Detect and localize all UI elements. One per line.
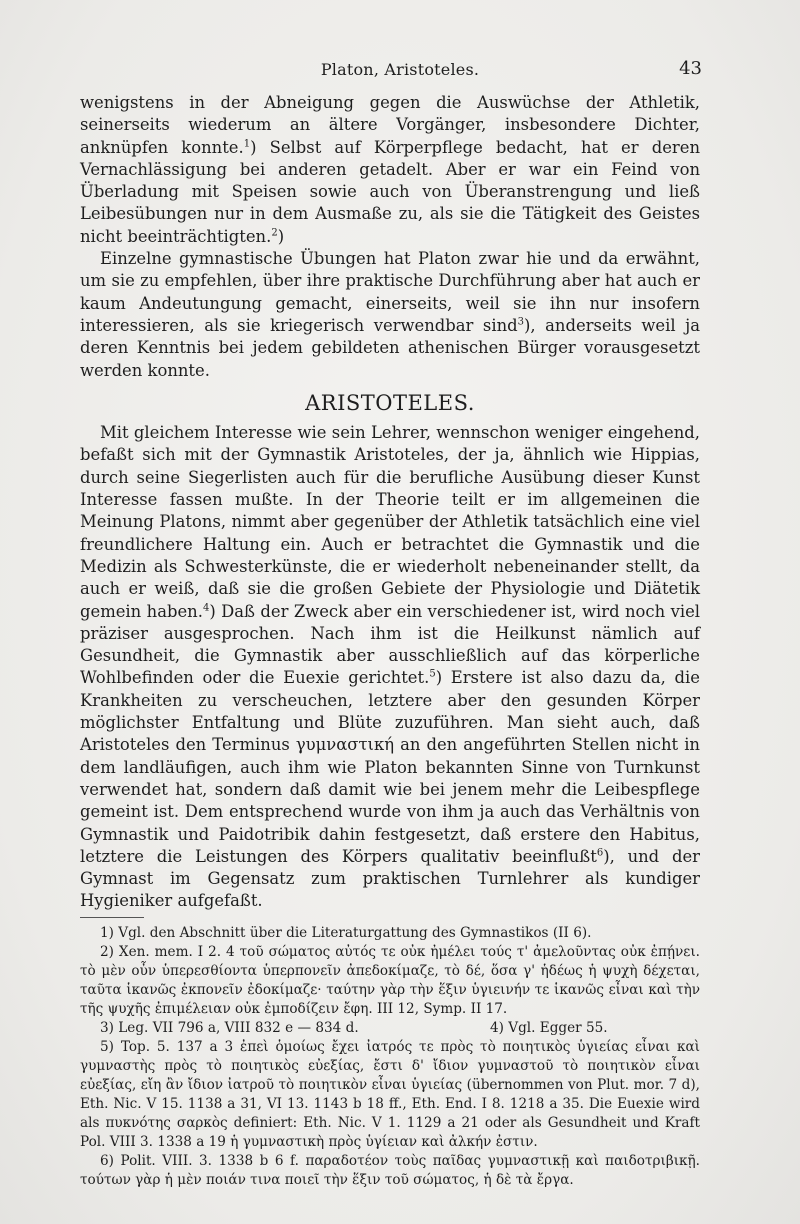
text-segment: Einzelne gymnastische Übungen hat Platon zwar hie und da erwähnt, um sie zu empfehlen, über ihre praktische Durchführung aber hat auch er kaum Andeutungung gemacht, einerseits, weil sie ihn nur insofern interessieren, als sie kriegerisch verwendbar sind: [80, 249, 700, 335]
footnote-ref-3: 3: [517, 316, 525, 328]
footnote-divider: [80, 917, 144, 918]
text-segment: ) Daß der Zweck aber ein verschiedener ist, wird noch viel präziser ausgesprochen. Nach ihm ist die Heilkunst nämlich auf Gesundheit, die Gymnastik aber ausschließlich auf das körperliche Wohlbefinden oder die Euexie gerichtet.: [80, 601, 701, 688]
footnote-5: 5) Top. 5. 137 a 3 ἐπεὶ ὁμοίως ἔχει ἰατρός τε πρὸς τὸ ποιητικὸς ὑγιείας εἶναι καὶ γυμναστὴς πρὸς τὸ ποιητικὸς εὐεξίας, ἔστι δ' ἴδιον γυμναστοῦ τὸ ποιητικὸν εἶναι εὐεξίας, εἴη ἂν ἴδιον ἰατροῦ τὸ ποιητικὸν εἶναι ὑγιείας (übernommen von Plut. mor. 7 d), Eth. Nic. V 15. 1138 a 31, VI 13. 1143 b 18 ff., Eth. End. I 8. 1218 a 35. Die Euexie wird als πυκνότης σαρκὸς definiert: Eth. Nic. V 1. 1129 a 21 oder als Gesundheit und Kraft Pol. VIII 3. 1338 a 19 ἡ γυμναστικὴ πρὸς ὑγίειαν καὶ ἀλκήν ἐστιν.: [80, 1038, 700, 1150]
text-segment: ), anderseits weil ja deren Kenntnis bei jedem gebildeten athenischen Bürger vorausgesetzt werden konnte.: [80, 315, 700, 380]
footnote-1: 1) Vgl. den Abschnitt über die Literaturgattung des Gymnastikos (II 6).: [100, 924, 592, 941]
footnote-ref-5: 5: [429, 668, 436, 680]
footnote-3: 3) Leg. VII 796 a, VIII 832 e — 834 d.: [100, 1019, 359, 1036]
paragraph-platon-exercises: [80, 248, 700, 382]
text-segment: Mit gleichem Interesse wie sein Lehrer, wennschon weniger eingehend, befaßt sich mit der Gymnastik Aristoteles, der ja, ähnlich wie Hippias, durch seine Siegerlisten auch für die berufliche Ausübung dieser Kunst Interesse fassen mußte. In der Theorie teilt er im allgemeinen die Meinung Platons, nimmt aber gegenüber der Athletik tatsächlich eine viel freundlichere Haltung ein. Auch er betrachtet die Gymnastik und die Medizin als Schwesterkünste, die er wiederholt nebeneinander stellt, da auch er weiß, daß sie die großen Gebiete der Physiologie und Diätetik gemein haben.: [80, 423, 700, 621]
footnote-4: 4) Vgl. Egger 55.: [490, 1019, 608, 1036]
text-segment: ) Erstere ist also dazu da, die Krankheiten zu verscheuchen, letztere aber den gesunden Körper möglichster Entfaltung und Blüte zuzuführen. Man sieht auch, daß Aristoteles den Terminus γυμναστική an den angeführten Stellen nicht in dem landläufigen, auch ihm wie Platon bekannten Sinne von Turnkunst verwendet hat, sondern daß damit wie bei jenem mehr die Leibespflege gemeint ist. Dem entsprechend wurde von ihm ja auch das Verhältnis von Gymnastik und Paidotribik dahin festgesetzt, daß erstere den Habitus, letztere die Leistungen des Körpers qualitativ beeinflußt: [80, 668, 700, 866]
footnote-2: 2) Xen. mem. I 2. 4 τοῦ σώματος αὐτός τε οὐκ ἠμέλει τούς τ' ἀμελοῦντας οὐκ ἐπῄνει. τὸ μὲν οὖν ὑπερεσθίοντα ὑπερπονεῖν ἀπεδοκίμαζε, τὸ δέ, ὅσα γ' ἡδέως ἡ ψυχὴ δέχεται, ταῦτα ἱκανῶς ἐκπονεῖν ἐδοκίμαζε· ταύτην γὰρ τὴν ἕξιν ὑγιεινήν τε ἱκανῶς εἶναι καὶ τὴν τῆς ψυχῆς ἐπιμέλειαν οὐκ ἐμποδίζειν ἔφη. III 12, Symp. II 17.: [80, 943, 700, 1017]
footnote-ref-1: 1: [243, 138, 251, 150]
page-number: 43: [679, 58, 702, 79]
section-heading: ARISTOTELES.: [305, 390, 475, 415]
body-text: [80, 92, 700, 1190]
footnote-ref-4: 4: [202, 602, 210, 614]
footnote-ref-6: 6: [596, 847, 604, 859]
text-segment: ), und der Gymnast im Gegensatz zum praktischen Turnlehrer als kundiger Hygieniker aufgefaßt.: [80, 846, 700, 911]
running-header: Platon, Aristoteles.: [320, 60, 480, 79]
footnote-6: 6) Polit. VIII. 3. 1338 b 6 f. παραδοτέον τοὺς παῖδας γυμναστικῇ καὶ παιδοτριβικῇ. τούτων γὰρ ἡ μὲν ποιάν τινα ποιεῖ τὴν ἕξιν τοῦ σώματος, ἡ δὲ τὰ ἔργα.: [80, 1152, 700, 1188]
paragraph-aristoteles: [80, 422, 700, 913]
footnotes: [80, 924, 700, 1190]
footnote-row-3-4: [80, 1019, 700, 1038]
paragraph-continuation: [80, 92, 700, 248]
text-segment: ): [277, 226, 285, 246]
text-segment: wenigstens in der Abneigung gegen die Auswüchse der Athletik, seinerseits wiederum an ältere Vorgänger, insbesondere Dichter, anknüpfen konnte.: [80, 93, 700, 157]
text-segment: ) Selbst auf Körperpflege bedacht, hat er deren Vernachlässigung bei anderen getadelt. Aber er war ein Feind von Überladung mit Speisen sowie auch von Überanstrengung und ließ Leibesübungen nur in dem Ausmaße zu, als sie die Tätigkeit des Geistes nicht beeinträchtigten.: [80, 137, 701, 246]
footnote-ref-2: 2: [271, 227, 278, 239]
